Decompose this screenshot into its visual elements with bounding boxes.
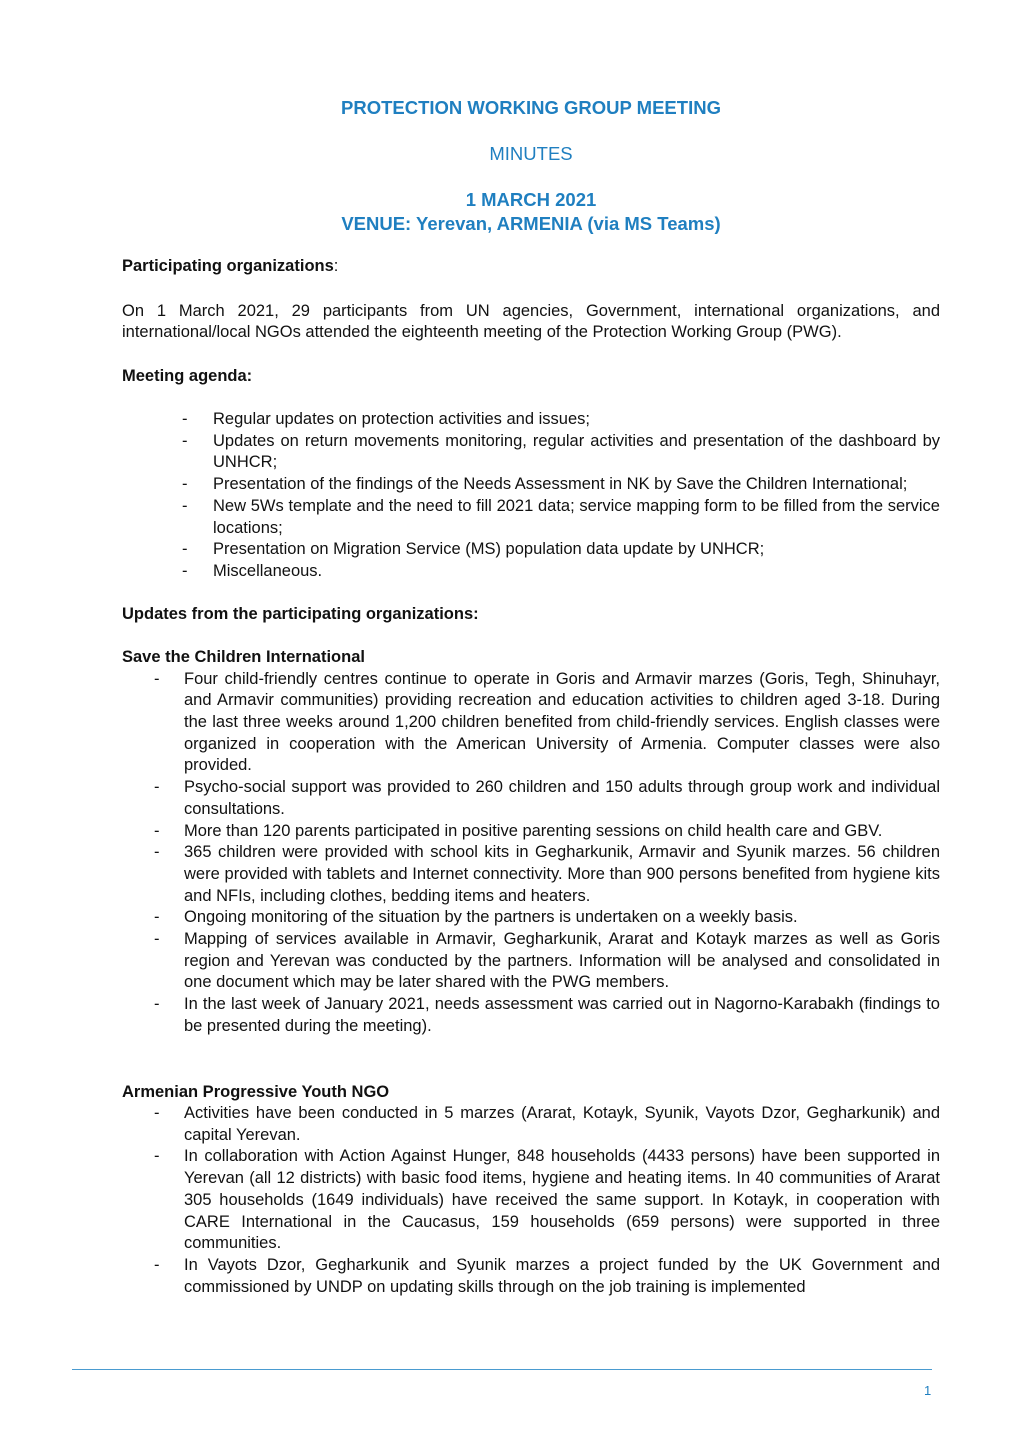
updates-heading: Updates from the participating organizations: [122,604,479,623]
agenda-item: - New 5Ws template and the need to fill 2021 data; service mapping form to be filled from the service locations; [122,496,940,539]
save-children-item: - Ongoing monitoring of the situation by the partners is undertaken on a weekly basis. [122,907,940,929]
page-number: 1 [924,1383,932,1398]
save-children-item: - 365 children were provided with school kits in Gegharkunik, Armavir and Syunik marzes. 56 children were provided with tablets and Internet connectivity. More than 900 persons benefited from hygiene kits and NFIs, including clothes, bedding items and heaters. [122,842,940,907]
save-children-item: - Psycho-social support was provided to 260 children and 150 adults through group work and individual consultations. [122,777,940,820]
participating-heading: Participating organizations [122,257,334,275]
save-children-list [122,669,940,1038]
apy-item: - Activities have been conducted in 5 marzes (Ararat, Kotayk, Syunik, Vayots Dzor, Gegharkunik) and capital Yerevan. [122,1103,940,1146]
participating-heading-colon: : [333,257,339,275]
apy-item: - In Vayots Dzor, Gegharkunik and Syunik marzes a project funded by the UK Government and commissioned by UNDP on updating skills through on the job training is implemented [122,1255,940,1298]
agenda-item: - Presentation on Migration Service (MS) population data update by UNHCR; [122,539,940,561]
participating-text: On 1 March 2021, 29 participants from UN agencies, Government, international organizations, and international/local NGOs attended the eighteenth meeting of the Protection Working Group (PWG). [122,301,940,341]
save-children-item: - Mapping of services available in Armavir, Gegharkunik, Ararat and Kotayk marzes as well as Goris region and Yerevan was conducted by the partners. Information will be analysed and consolidated in one document which may be later shared with the PWG members. [122,929,940,994]
save-children-item: - In the last week of January 2021, needs assessment was carried out in Nagorno-Karabakh (findings to be presented during the meeting). [122,994,940,1037]
apy-list [122,1103,940,1298]
document-page [122,96,940,1298]
save-children-item: - More than 120 parents participated in positive parenting sessions on child health care and GBV. [122,821,940,843]
document-subtitle: MINUTES [489,143,573,164]
agenda-list [122,409,940,583]
save-children-heading: Save the Children International [122,648,365,667]
apy-heading: Armenian Progressive Youth NGO [122,1082,390,1101]
agenda-item: - Regular updates on protection activities and issues; [122,409,940,431]
agenda-item: - Miscellaneous. [122,561,940,583]
save-children-item: - Four child-friendly centres continue to operate in Goris and Armavir marzes (Goris, Tegh, Shinuhayr, and Armavir communities) providing recreation and education activities to children aged 3-18. During the last three weeks around 1,200 children benefited from child-friendly services. English classes were organized in cooperation with the American University of Armenia. Computer classes were also provided. [122,669,940,778]
agenda-item: - Presentation of the findings of the Needs Assessment in NK by Save the Children International; [122,474,940,496]
participating-heading-line [122,256,940,278]
meeting-date: 1 MARCH 2021 [465,189,597,210]
agenda-item: - Updates on return movements monitoring, regular activities and presentation of the dashboard by UNHCR; [122,431,940,474]
agenda-heading: Meeting agenda: [122,366,253,385]
apy-item: - In collaboration with Action Against Hunger, 848 households (4433 persons) have been supported in Yerevan (all 12 districts) with basic food items, hygiene and heating items. In 40 communities of Ararat 305 households (1649 individuals) have received the same support. In Kotayk, in cooperation with CARE International in the Caucasus, 159 households (659 persons) were supported in three communities. [122,1146,940,1255]
document-title: PROTECTION WORKING GROUP MEETING [341,97,721,118]
meeting-venue: VENUE: Yerevan, ARMENIA (via MS Teams) [341,213,721,234]
footer-divider [72,1369,932,1370]
